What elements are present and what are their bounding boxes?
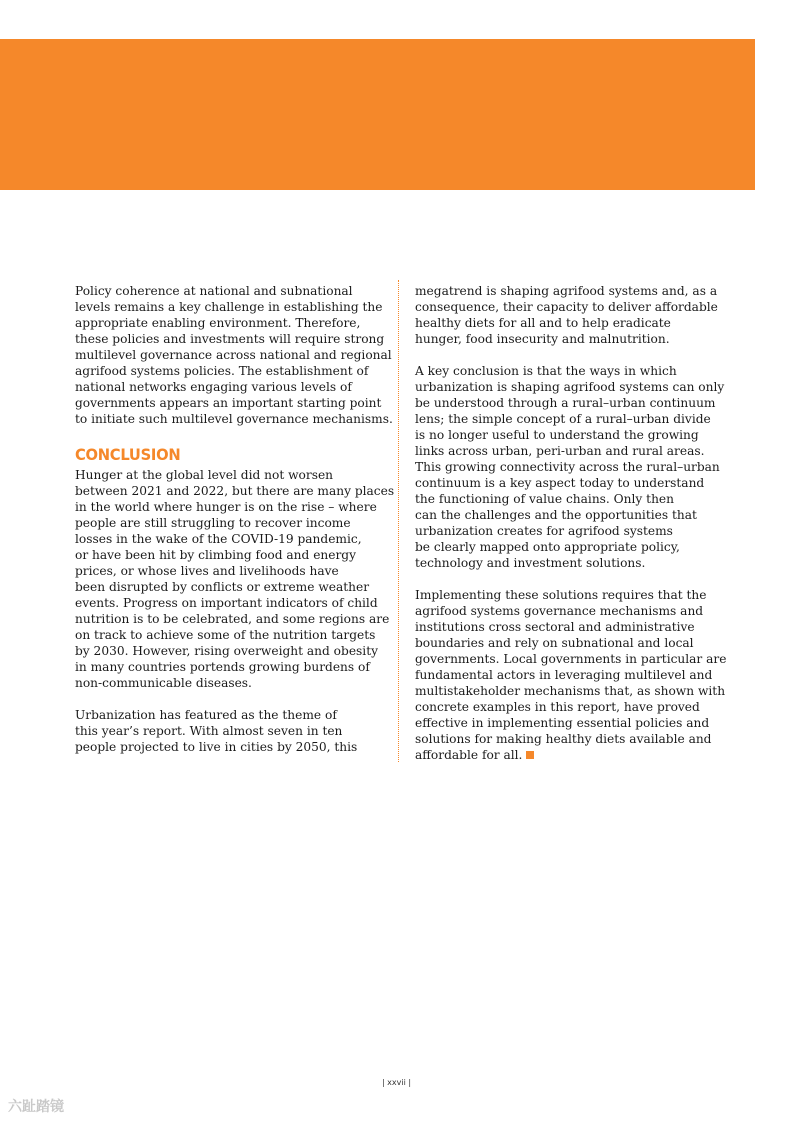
text-line: is no longer useful to understand the growing (415, 428, 699, 442)
left-paragraph-1 (75, 283, 393, 427)
text-line: Policy coherence at national and subnational (75, 284, 353, 298)
text-line: consequence, their capacity to deliver affordable (415, 300, 718, 314)
text-line: the functioning of value chains. Only then (415, 492, 674, 506)
text-line: non-communicable diseases. (75, 676, 252, 690)
page-number: | xxvii | (381, 1078, 412, 1087)
text-line: events. Progress on important indicators of child (75, 596, 378, 610)
text-line: solutions for making healthy diets available and (415, 732, 712, 746)
paragraph-gap (415, 347, 725, 363)
watermark: 六趾踏镜 (8, 1099, 64, 1115)
text-line: by 2030. However, rising overweight and obesity (75, 644, 378, 658)
text-line: people projected to live in cities by 2050, this (75, 740, 358, 754)
text-line: Implementing these solutions requires that the (415, 588, 707, 602)
text-line: can the challenges and the opportunities that (415, 508, 697, 522)
right-column (415, 283, 725, 763)
text-line: between 2021 and 2022, but there are many places (75, 484, 395, 498)
text-line: losses in the wake of the COVID-19 pandemic, (75, 532, 362, 546)
text-line: effective in implementing essential policies and (415, 716, 710, 730)
text-line: on track to achieve some of the nutrition targets (75, 628, 376, 642)
right-paragraph-3 (415, 587, 725, 763)
text-line: multistakeholder mechanisms that, as shown with (415, 684, 726, 698)
text-line: links across urban, peri-urban and rural areas. (415, 444, 705, 458)
text-line: this year’s report. With almost seven in ten (75, 724, 343, 738)
text-line: governments. Local governments in particular are (415, 652, 727, 666)
right-paragraph-1 (415, 283, 725, 347)
text-line: people are still struggling to recover income (75, 516, 351, 530)
text-line: Hunger at the global level did not worsen (75, 468, 334, 482)
right-paragraph-2 (415, 363, 725, 571)
text-line: levels remains a key challenge in establishing the (75, 300, 383, 314)
text-line-last (415, 747, 725, 763)
text-line: urbanization creates for agrifood systems (415, 524, 673, 538)
text-line: fundamental actors in leveraging multilevel and (415, 668, 713, 682)
text-line: healthy diets for all and to help eradicate (415, 316, 671, 330)
text-line: be clearly mapped onto appropriate policy, (415, 540, 680, 554)
text-line: these policies and investments will require strong (75, 332, 385, 346)
text-line: be understood through a rural–urban continuum (415, 396, 716, 410)
text-line: appropriate enabling environment. Therefore, (75, 316, 361, 330)
left-column (75, 283, 395, 755)
end-of-article-square-icon (526, 751, 534, 759)
column-divider (398, 280, 399, 762)
text-line: in the world where hunger is on the rise – where (75, 500, 377, 514)
text-line: continuum is a key aspect today to understand (415, 476, 705, 490)
text-line: A key conclusion is that the ways in which (415, 364, 677, 378)
paragraph-gap (75, 691, 385, 707)
text-line-content: affordable for all. (415, 748, 523, 762)
left-paragraph-3 (75, 707, 385, 755)
text-line: This growing connectivity across the rural–urban (415, 460, 720, 474)
text-line: nutrition is to be celebrated, and some regions are (75, 612, 390, 626)
header-banner (0, 39, 755, 190)
text-line: been disrupted by conflicts or extreme weather (75, 580, 370, 594)
text-line: or have been hit by climbing food and energy (75, 548, 356, 562)
text-line: agrifood systems policies. The establishment of (75, 364, 369, 378)
text-line: agrifood systems governance mechanisms and (415, 604, 704, 618)
left-paragraph-2 (75, 467, 395, 691)
text-line: Urbanization has featured as the theme of (75, 708, 337, 722)
text-line: boundaries and rely on subnational and local (415, 636, 694, 650)
text-line: governments appears an important starting point (75, 396, 382, 410)
text-line: national networks engaging various levels of (75, 380, 352, 394)
text-line: urbanization is shaping agrifood systems can only (415, 380, 725, 394)
text-line: technology and investment solutions. (415, 556, 646, 570)
text-line: to initiate such multilevel governance mechanisms. (75, 412, 393, 426)
paragraph-gap (415, 571, 725, 587)
text-line: hunger, food insecurity and malnutrition. (415, 332, 670, 346)
text-line: concrete examples in this report, have proved (415, 700, 700, 714)
text-line: prices, or whose lives and livelihoods have (75, 564, 339, 578)
text-line: in many countries portends growing burdens of (75, 660, 370, 674)
text-line: institutions cross sectoral and administrative (415, 620, 695, 634)
text-line: lens; the simple concept of a rural–urban divide (415, 412, 711, 426)
text-line: multilevel governance across national and regional (75, 348, 392, 362)
conclusion-heading: CONCLUSION (75, 445, 181, 464)
text-line: megatrend is shaping agrifood systems and, as a (415, 284, 718, 298)
